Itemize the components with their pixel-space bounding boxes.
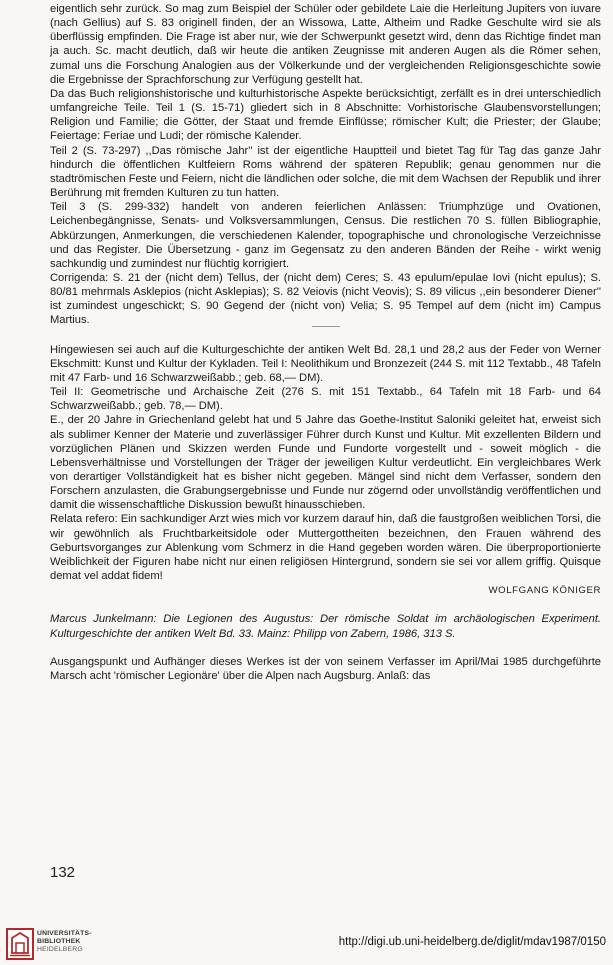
library-name <box>37 930 92 954</box>
review-author: WOLFGANG KÖNIGER <box>488 585 601 597</box>
library-line: HEIDELBERG <box>37 946 83 953</box>
source-url-link[interactable]: http://digi.ub.uni-heidelberg.de/diglit/mdav1987/0150 <box>338 936 606 948</box>
paragraph: Teil II: Geometrische und Archaische Zeit (276 S. mit 151 Textabb., 64 Tafeln mit 18 Farb- und 64 Schwarzweißabb.; geb. 78,— DM). <box>50 386 601 413</box>
paragraph: Corrigenda: S. 21 der (nicht dem) Tellus, der (nicht dem) Ceres; S. 43 epulum/epulae Iovi (nicht epulus); S. 80/81 mehrmals Asklepios (nicht Asklepias); S. 82 Veiovis (nicht Veovis); S. 89 vilicus ,,ein besonderer Diener'' ist zumindest ungeschickt; S. 90 Gegend der (nicht von) Velia; S. 95 Tempel auf dem (nicht im) Campus Martius. <box>50 271 601 327</box>
paragraph: E., der 20 Jahre in Griechenland gelebt hat und 5 Jahre das Goethe-Institut Saloniki geleitet hat, erweist sich als sublimer Kenner der Materie und zuverlässiger Führer durch Kunst und Kultur. Mit exzellenten Bildern und vorzüglichen Plänen und Skizzen werden Funde und Fundorte vorgestellt und - soweit möglich - die Lebensverhältnisse und Vorstellungen der Träger der jeweiligen Kultur verdeutlicht. Ein vergleichbares Werk von derartiger Vollständigkeit hat es bisher nicht gegeben. Mängel sind nicht dem Verfasser, sondern den Forschern anzulasten, die Grabungsergebnisse und Funde nur zögernd oder unvollständig veröffentlichen und damit die wissenschaftliche Diskussion bewußt hinausschieben. <box>50 414 601 512</box>
paragraph: eigentlich sehr zurück. So mag zum Beispiel der Schüler oder gebildete Laie die Herleitung Jupiters von iuvare (nach Gellius) auf S. 83 originell finden, der an Wissowa, Latte, Altheim und Radke Geschulte wird sie als überflüssig empfinden. Die Frage ist aber nur, wie der Schwerpunkt gesetzt wird, denn das Richtige findet man ja auch. Sc. macht deutlich, daß wir heute die antiken Zeugnisse mit anderen Augen als die Römer sehen, zumal uns die Forschung Analogien aus der Völkerkunde und der vergleichenden Religionsgeschichte sowie die Ergebnisse der Sprachforschung zur Verfügung gestellt hat. <box>50 3 601 86</box>
paragraph: Ausgangspunkt und Aufhänger dieses Werkes ist der von seinem Verfasser im April/Mai 1985 durchgeführte Marsch acht 'römischer Legionäre' über die Alpen nach Augsburg. Anlaß: das <box>50 655 601 682</box>
paragraph: Da das Buch religionshistorische und kulturhistorische Aspekte berücksichtigt, zerfällt es in drei unterschiedlich umfangreiche Teile. Teil 1 (S. 15-71) gliedert sich in 8 Abschnitte: Vorhistorische Glaubensvorstellungen; Religion und Familie; die Götter, der Staat und fremde Einflüsse; römischer Kult; die Priester; der Glaube; Feiertage: Feriae und Ludi; der römische Kalender. <box>50 87 601 143</box>
section-divider <box>312 326 340 327</box>
paragraph: Relata refero: Ein sachkundiger Arzt wies mich vor kurzem darauf hin, daß die faustgroßen weiblichen Torsi, die wir gewöhnlich als Fruchtbarkeitsidole oder Muttergottheiten bezeichnen, den Frauen während des Geburtsvorganges zur Ablenkung vom Schmerz in die Hand gegeben worden wären. Die überproportionierte Weiblichkeit der Figuren habe nicht nur einen religiösen Hintergrund, sondern sie sei vor allem griffig. Quisque demat vel addat fidem! <box>50 513 601 583</box>
page-body <box>50 2 601 683</box>
paragraph: Teil 2 (S. 73-297) ,,Das römische Jahr'' ist der eigentliche Hauptteil und bietet Tag für Tag das ganze Jahr hindurch die öffentlichen Kultfeiern Roms während der späteren Republik; genau genommen nur die stadtrömischen Feste und Feiern, nicht die ländlichen oder solche, die mit dem Wachsen der Republik und ihrer Berührung mit fremden Kulturen zu tun hatten. <box>50 144 601 200</box>
page-number: 132 <box>50 864 76 881</box>
library-line: BIBLIOTHEK <box>37 938 81 945</box>
paragraph: Hingewiesen sei auch auf die Kulturgeschichte der antiken Welt Bd. 28,1 und 28,2 aus der Feder von Werner Ekschmitt: Kunst und Kultur der Kykladen. Teil I: Neolithikum und Bronzezeit (244 S. mit 112 Textabb., 48 Tafeln mit 47 Farb- und 16 Schwarzweißabb.; geb. 68,— DM). <box>50 343 601 384</box>
review-heading: Marcus Junkelmann: Die Legionen des Augustus: Der römische Soldat im archäologischen Experiment. Kulturgeschichte der antiken Welt Bd. 33. Mainz: Philipp von Zabern, 1986, 313 S. <box>50 613 601 640</box>
footer-bar <box>0 925 613 965</box>
library-line: UNIVERSITÄTS- <box>37 930 92 937</box>
paragraph: Teil 3 (S. 299-332) handelt von anderen feierlichen Anlässen: Triumphzüge und Ovationen, Leichenbegängnisse, Senats- und Volksversammlungen, Census. Die restlichen 70 S. füllen Bibliographie, Abkürzungen, Anmerkungen, die verschiedenen Kalender, topographische und chronologische Verzeichnisse und das Register. Die Übersetzung - ganz im Gegensatz zu den anderen Bänden der Reihe - wirkt wenig sachkundig und zumindest nur flüchtig korrigiert. <box>50 201 601 270</box>
university-seal-icon <box>6 928 34 960</box>
